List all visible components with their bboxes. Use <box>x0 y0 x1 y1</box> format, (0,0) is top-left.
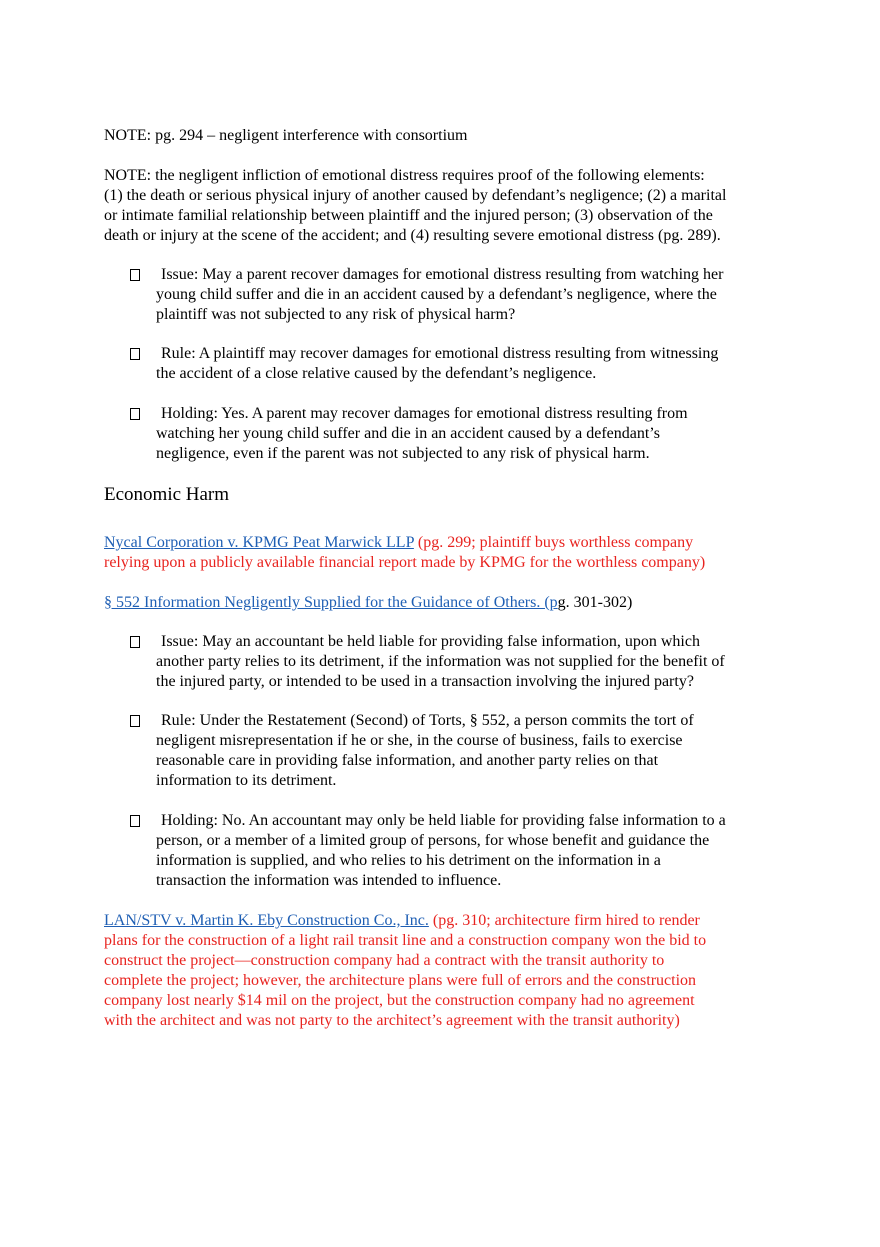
checkbox-icon <box>130 348 140 360</box>
lanstv-annotation: (pg. 310; architecture firm hired to render <box>428 912 700 929</box>
document-page: NOTE: pg. 294 – negligent interference with consortium NOTE: the negligent infliction of emotional distress requires proof of the following elements: (1) the death or serious physical injury of another caused by defendant’s negligence; (2) a marital or intimate familial relationship between plaintiff and the injured person; (3) observation of the death or injury at the scene of the accident; and (4) resulting severe emotional distress (pg. 289). Issue: May a parent recover damages for emotional distress resulting from watching her young child suffer and die in an accident caused by a defendant’s negligence, where the plaintiff was not subjected to any risk of physical harm? Rule: A plaintiff may recover damages for emotional distress resulting from witnessing the accident of a close relative caused by the defendant’s negligence. Holding: Yes. A parent may recover damages for emotional distress resulting from watching her young child suffer and die in an accident caused by a defendant’s negligence, even if the parent was not subjected to any risk of physical harm. Economic Harm Nycal Corporation v. KPMG Peat Marwick LLP (pg. 299; plaintiff buys worthless company relying upon a publicly available financial report made by KPMG for the worthless company) § 552 Information Negligently Supplied for the Guidance of Others. (pg. 301-302) Issue: May an accountant be held liable for providing false information, upon which another party relies to its detriment, if the information was not supplied for the benefit of the injured party, or intended to be used in a transaction involving the injured party? Rule: Under the Restatement (Second) of Torts, § 552, a person commits the tort of negligent misrepresentation if he or she, in the course of business, fails to exercise reasonable care in providing false information, and another party relies on that information to its detriment. Holding: No. An accountant may only be held liable for providing false information to a person, or a member of a limited group of persons, for whose benefit and guidance the information is supplied, and who relies to his detriment on the information in a transaction the information was intended to influence. LAN/STV v. Martin K. Eby Construction Co., Inc. (pg. 310; architecture firm hired to render plans for the construction of a light rail transit line and a construction company won the bid to construct the project—construction company had a contract with the transit authority to complete the project; however, the architecture plans were full of errors and the construction company lost nearly $14 mil on the project, but the construction company had no agreement with the architect and was not party to the architect’s agreement with the transit authority) <box>0 0 880 1247</box>
checkbox-icon <box>130 408 140 420</box>
nycal-case-link[interactable]: Nycal Corporation v. KPMG Peat Marwick LLP <box>104 534 414 551</box>
checkbox-icon <box>130 636 140 648</box>
section-552-pages: g. 301-302) <box>557 594 633 611</box>
section-heading: Economic Harm <box>104 484 230 505</box>
lanstv-case-citation: LAN/STV v. Martin K. Eby Construction Co., Inc. (pg. 310; architecture firm hired to render plans for the construction of a light rail transit line and a construction company won the bid to construct the project—construction company had a contract with the transit authority to complete the project; however, the architecture plans were full of errors and the construction company lost nearly $14 mil on the project, but the construction company had no agreement with the architect and was not party to the architect’s agreement with the transit authority) <box>104 912 707 1029</box>
section-552-citation <box>104 593 784 613</box>
nycal-annotation: (pg. 299; plaintiff buys worthless company <box>413 534 694 551</box>
nycal-annotation-cont: relying upon a publicly available financial report made by KPMG for the worthless company) <box>104 554 706 571</box>
note-consortium: NOTE: pg. 294 – negligent interference with consortium <box>104 127 468 144</box>
checkbox-icon <box>130 815 140 827</box>
nycal-case-citation <box>104 533 784 573</box>
checkbox-icon <box>130 715 140 727</box>
section-552-link[interactable]: § 552 Information Negligently Supplied for the Guidance of Others. (p <box>104 594 558 611</box>
checkbox-icon <box>130 269 140 281</box>
note-emotional-distress-elements: NOTE: the negligent infliction of emotional distress requires proof of the following elements: (1) the death or serious physical injury of another caused by defendant’s negligence; (2) a marital or intimate familial relationship between plaintiff and the injured person; (3) observation of the death or injury at the scene of the accident; and (4) resulting severe emotional distress (pg. 289). <box>104 167 727 244</box>
lanstv-case-link[interactable]: LAN/STV v. Martin K. Eby Construction Co., Inc. <box>104 912 429 929</box>
